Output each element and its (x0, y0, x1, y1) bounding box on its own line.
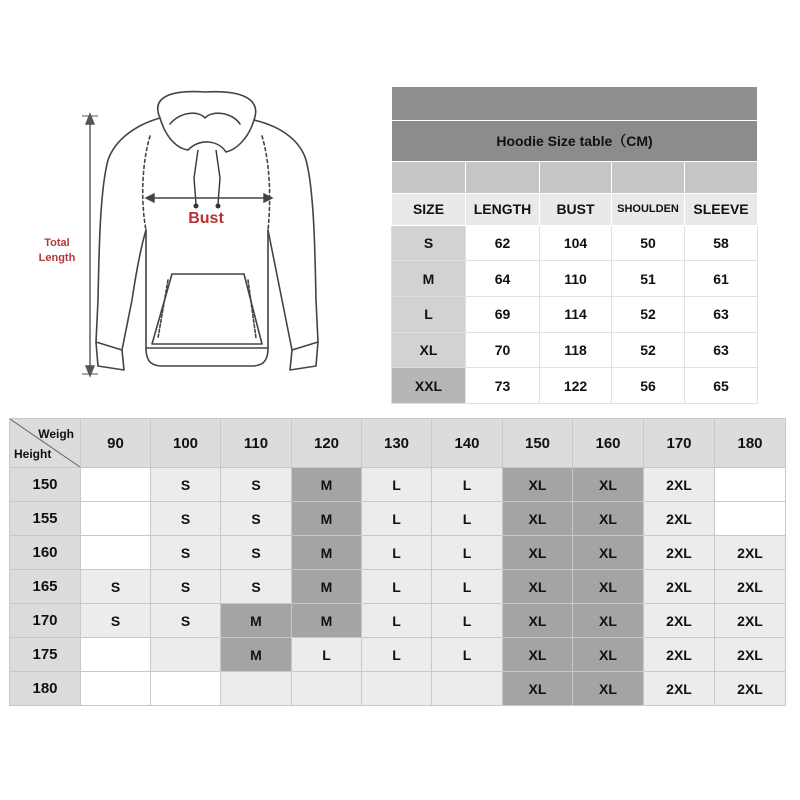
weight-header: 90 (81, 419, 151, 468)
size-cell: M (292, 468, 362, 502)
header-sleeve: SLEEVE (685, 194, 758, 226)
size-cell: 2XL (715, 672, 786, 706)
size-cell: XL (573, 502, 644, 536)
length-value: 73 (466, 368, 540, 404)
height-row (10, 468, 786, 502)
size-cell: S (221, 536, 292, 570)
height-row (10, 604, 786, 638)
height-header: 175 (10, 638, 81, 672)
size-cell: L (432, 536, 503, 570)
size-cell (81, 468, 151, 502)
size-cell: XL (573, 536, 644, 570)
size-cell: XL (503, 570, 573, 604)
header-shoulder: SHOULDEN (612, 194, 685, 226)
size-cell: S (151, 604, 221, 638)
size-cell (221, 672, 292, 706)
size-cell: 2XL (715, 570, 786, 604)
shoulder-value: 52 (612, 332, 685, 368)
shoulder-value: 50 (612, 225, 685, 261)
height-weight-table (9, 418, 786, 706)
bust-value: 118 (540, 332, 612, 368)
size-cell: XL (503, 672, 573, 706)
size-cell: S (221, 570, 292, 604)
weight-header: 170 (644, 419, 715, 468)
size-table-top-bar (392, 87, 758, 121)
size-cell: L (362, 536, 432, 570)
header-bust: BUST (540, 194, 612, 226)
weight-header: 150 (503, 419, 573, 468)
length-value: 64 (466, 261, 540, 297)
size-cell: S (81, 570, 151, 604)
header-length: LENGTH (466, 194, 540, 226)
size-cell (151, 638, 221, 672)
size-cell: S (221, 502, 292, 536)
size-cell (81, 638, 151, 672)
bust-value: 114 (540, 296, 612, 332)
height-header: 170 (10, 604, 81, 638)
size-cell: 2XL (644, 570, 715, 604)
size-cell: XL (573, 468, 644, 502)
size-table-spacer-row (392, 162, 758, 194)
bust-label: Bust (188, 210, 224, 227)
size-cell: 2XL (644, 638, 715, 672)
sleeve-value: 63 (685, 296, 758, 332)
size-cell: XL (503, 468, 573, 502)
size-cell: 2XL (644, 604, 715, 638)
sleeve-value: 63 (685, 332, 758, 368)
size-cell: L (432, 468, 503, 502)
size-cell: L (432, 570, 503, 604)
height-header: 150 (10, 468, 81, 502)
height-row (10, 570, 786, 604)
size-cell (362, 672, 432, 706)
weight-header: 160 (573, 419, 644, 468)
hoodie-size-table (391, 86, 758, 404)
corner-cell (10, 419, 81, 468)
length-value: 70 (466, 332, 540, 368)
size-cell (81, 502, 151, 536)
size-cell: M (292, 604, 362, 638)
size-cell: 2XL (715, 604, 786, 638)
size-cell: L (292, 638, 362, 672)
sleeve-value: 61 (685, 261, 758, 297)
height-row (10, 502, 786, 536)
size-cell: XL (503, 604, 573, 638)
weight-axis-label: Weigh (38, 427, 74, 441)
size-name: L (392, 296, 466, 332)
length-value: 69 (466, 296, 540, 332)
weight-header: 140 (432, 419, 503, 468)
weight-header: 120 (292, 419, 362, 468)
size-cell: 2XL (715, 638, 786, 672)
shoulder-value: 56 (612, 368, 685, 404)
bust-value: 122 (540, 368, 612, 404)
size-cell: L (362, 638, 432, 672)
size-row (392, 261, 758, 297)
height-header: 155 (10, 502, 81, 536)
size-name: S (392, 225, 466, 261)
height-row (10, 536, 786, 570)
weight-header: 110 (221, 419, 292, 468)
size-row (392, 225, 758, 261)
sleeve-value: 58 (685, 225, 758, 261)
size-cell: 2XL (644, 536, 715, 570)
shoulder-value: 51 (612, 261, 685, 297)
header-size: SIZE (392, 194, 466, 226)
size-cell: S (151, 570, 221, 604)
height-header: 180 (10, 672, 81, 706)
weight-header: 130 (362, 419, 432, 468)
size-cell: M (292, 502, 362, 536)
size-cell: 2XL (715, 536, 786, 570)
size-cell: L (362, 570, 432, 604)
hoodie-diagram (0, 60, 380, 400)
size-cell (81, 536, 151, 570)
size-table-title: Hoodie Size table（CM) (392, 120, 758, 162)
size-cell: S (151, 468, 221, 502)
size-table-header-row (392, 194, 758, 226)
size-cell: XL (573, 672, 644, 706)
size-cell: L (432, 604, 503, 638)
size-cell (715, 502, 786, 536)
size-cell: L (432, 502, 503, 536)
size-cell: M (221, 638, 292, 672)
size-cell: XL (503, 638, 573, 672)
size-name: M (392, 261, 466, 297)
size-cell: M (221, 604, 292, 638)
size-cell: 2XL (644, 502, 715, 536)
size-cell (292, 672, 362, 706)
size-cell (432, 672, 503, 706)
size-cell: L (432, 638, 503, 672)
length-value: 62 (466, 225, 540, 261)
size-cell (151, 672, 221, 706)
weight-header: 180 (715, 419, 786, 468)
size-cell: XL (573, 638, 644, 672)
bust-value: 110 (540, 261, 612, 297)
height-header: 160 (10, 536, 81, 570)
size-cell: L (362, 604, 432, 638)
weight-header-row (10, 419, 786, 468)
size-cell: 2XL (644, 468, 715, 502)
height-axis-label: Height (14, 447, 52, 461)
height-row (10, 638, 786, 672)
size-cell: 2XL (644, 672, 715, 706)
size-cell: XL (503, 536, 573, 570)
size-cell: XL (573, 604, 644, 638)
height-row (10, 672, 786, 706)
size-row (392, 332, 758, 368)
size-name: XL (392, 332, 466, 368)
size-name: XXL (392, 368, 466, 404)
weight-header: 100 (151, 419, 221, 468)
sleeve-value: 65 (685, 368, 758, 404)
size-cell: S (151, 536, 221, 570)
total-length-label: Total Length (38, 237, 76, 264)
size-row (392, 296, 758, 332)
size-cell (715, 468, 786, 502)
size-cell: S (151, 502, 221, 536)
size-cell: XL (573, 570, 644, 604)
height-header: 165 (10, 570, 81, 604)
bust-value: 104 (540, 225, 612, 261)
size-cell: S (221, 468, 292, 502)
shoulder-value: 52 (612, 296, 685, 332)
size-cell (81, 672, 151, 706)
size-cell: M (292, 570, 362, 604)
size-cell: L (362, 502, 432, 536)
size-cell: M (292, 536, 362, 570)
size-cell: S (81, 604, 151, 638)
size-cell: XL (503, 502, 573, 536)
size-row (392, 368, 758, 404)
size-cell: L (362, 468, 432, 502)
